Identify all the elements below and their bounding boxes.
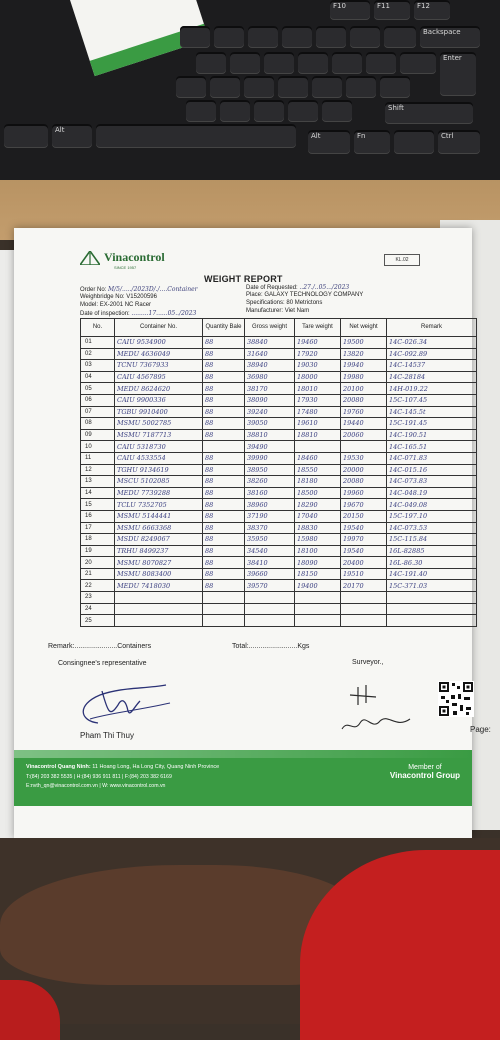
cell-tare: 18150 — [295, 568, 341, 580]
key — [282, 26, 312, 48]
cell-gross: 37190 — [245, 510, 295, 522]
cell-gross: 36980 — [245, 371, 295, 383]
cell-container: MSMU 8070827 — [115, 557, 203, 569]
column-header: Remark — [387, 319, 477, 337]
key-alt-left: Alt — [52, 124, 92, 148]
cell-qty: 88 — [203, 510, 245, 522]
cell-gross: 34540 — [245, 545, 295, 557]
cell-net: 19440 — [341, 418, 387, 430]
consignee-signature — [70, 683, 180, 728]
cell-gross: 31640 — [245, 348, 295, 360]
cell-tare: 18290 — [295, 499, 341, 511]
table-row — [81, 348, 477, 360]
cell-remark: 14C-073.83 — [387, 476, 477, 488]
cell-no: 13 — [81, 476, 115, 488]
cell-remark: 15C-191.45 — [387, 418, 477, 430]
cell-net: 19500 — [341, 337, 387, 349]
cell-container: MEDU 7418030 — [115, 580, 203, 592]
cell-remark: 14C-14537 — [387, 360, 477, 372]
table-header-row — [81, 319, 477, 337]
cell-tare: 18830 — [295, 522, 341, 534]
cell-remark: 14C-015.16 — [387, 464, 477, 476]
table-row — [81, 383, 477, 395]
column-header: Net weight — [341, 319, 387, 337]
cell-qty — [203, 592, 245, 604]
cell-net: 20080 — [341, 476, 387, 488]
key — [332, 52, 362, 74]
table-row — [81, 534, 477, 546]
cell-qty: 88 — [203, 580, 245, 592]
brand-logo — [80, 250, 165, 265]
table-row — [81, 337, 477, 349]
order-no: Order No: M/5/...../2023D/./....Container — [80, 286, 198, 293]
cell-container: CAIU 9534900 — [115, 337, 203, 349]
table-row — [81, 545, 477, 557]
key — [322, 100, 352, 122]
consignee-label: Consingnee's representative — [58, 660, 147, 667]
cell-remark: 14C-092.89 — [387, 348, 477, 360]
key — [400, 52, 436, 74]
cell-qty: 88 — [203, 348, 245, 360]
cell-container: MSMU 6663368 — [115, 522, 203, 534]
cell-qty — [203, 603, 245, 615]
table-row — [81, 394, 477, 406]
key-menu — [394, 130, 434, 154]
cell-no: 10 — [81, 441, 115, 453]
cell-tare: 17930 — [295, 394, 341, 406]
key — [288, 100, 318, 122]
cell-gross: 38260 — [245, 476, 295, 488]
cell-remark — [387, 592, 477, 604]
cell-no: 20 — [81, 557, 115, 569]
cell-no: 22 — [81, 580, 115, 592]
cell-no: 19 — [81, 545, 115, 557]
total-kgs: Total:.........................Kgs — [232, 643, 310, 650]
cell-container: MEDU 7739288 — [115, 487, 203, 499]
cell-tare: 17920 — [295, 348, 341, 360]
cell-qty: 88 — [203, 429, 245, 441]
cell-qty: 88 — [203, 534, 245, 546]
footer-company: Vinacontrol Quang Ninh: 11 Hoang Long, Ha Long City, Quang Ninh Province — [26, 764, 220, 770]
cell-tare: 19460 — [295, 337, 341, 349]
cell-container: MEDU 8624620 — [115, 383, 203, 395]
cell-net: 19670 — [341, 499, 387, 511]
cell-gross: 38960 — [245, 499, 295, 511]
remark-containers: Remark:......................Containers — [48, 643, 152, 650]
manufacturer: Manufacturer: Viet Nam — [246, 308, 310, 314]
cell-no: 14 — [81, 487, 115, 499]
key — [278, 76, 308, 98]
cell-gross: 38840 — [245, 337, 295, 349]
column-header: No. — [81, 319, 115, 337]
key — [180, 26, 210, 48]
cell-net: 19530 — [341, 452, 387, 464]
column-header: Tare weight — [295, 319, 341, 337]
vinacontrol-logo-icon — [80, 251, 100, 265]
cell-container: CAIU 4567895 — [115, 371, 203, 383]
cell-no: 07 — [81, 406, 115, 418]
place: Place: GALAXY TECHNOLOGY COMPANY — [246, 292, 364, 298]
cell-tare: 17480 — [295, 406, 341, 418]
cell-no: 09 — [81, 429, 115, 441]
key-backspace: Backspace — [420, 26, 480, 48]
cell-net: 19940 — [341, 360, 387, 372]
cell-qty: 88 — [203, 499, 245, 511]
cell-qty: 88 — [203, 464, 245, 476]
table-row — [81, 476, 477, 488]
footer-phones: T:(84) 203 382 5535 | H:(84) 936 911 811 | F:(84) 203 382 6169 — [26, 774, 172, 780]
cell-container — [115, 592, 203, 604]
key — [312, 76, 342, 98]
cell-qty: 88 — [203, 406, 245, 418]
cell-no: 11 — [81, 452, 115, 464]
key — [384, 26, 416, 48]
cell-net: 13820 — [341, 348, 387, 360]
cell-remark: 14C-190.51 — [387, 429, 477, 441]
footer-member: Member of Vinacontrol Group — [389, 764, 460, 780]
cell-qty: 88 — [203, 418, 245, 430]
surveyor-label: Surveyor., — [352, 659, 384, 666]
cell-qty — [203, 441, 245, 453]
table-row — [81, 441, 477, 453]
key-alt-right: Alt — [308, 130, 350, 154]
cell-tare: 18810 — [295, 429, 341, 441]
key — [380, 76, 410, 98]
cell-remark: 14C-191.40 — [387, 568, 477, 580]
cell-gross: 38410 — [245, 557, 295, 569]
brand-tagline: SINCE 1957 — [114, 265, 137, 270]
cell-gross — [245, 603, 295, 615]
cell-container: MSCU 5102085 — [115, 476, 203, 488]
cell-tare: 17040 — [295, 510, 341, 522]
cell-gross: 38950 — [245, 464, 295, 476]
surveyor-signature — [336, 683, 416, 738]
cell-remark: 14C-28184 — [387, 371, 477, 383]
table-row — [81, 568, 477, 580]
key-f12: F12 — [414, 0, 450, 20]
table-row — [81, 487, 477, 499]
cell-remark: 14C-048.19 — [387, 487, 477, 499]
cell-net — [341, 615, 387, 627]
cell-container — [115, 603, 203, 615]
cell-net: 20400 — [341, 557, 387, 569]
cell-no: 18 — [81, 534, 115, 546]
cell-tare — [295, 603, 341, 615]
cell-container: CAIU 4533554 — [115, 452, 203, 464]
cell-net — [341, 592, 387, 604]
cell-gross: 38810 — [245, 429, 295, 441]
key — [176, 76, 206, 98]
table-row — [81, 557, 477, 569]
key-f11: F11 — [374, 0, 410, 20]
cell-remark: 14C-145.5t — [387, 406, 477, 418]
cell-remark: 14C-026.34 — [387, 337, 477, 349]
cell-gross: 39570 — [245, 580, 295, 592]
cell-no: 24 — [81, 603, 115, 615]
cell-gross: 38090 — [245, 394, 295, 406]
cell-container: MSMU 5002785 — [115, 418, 203, 430]
cell-qty: 88 — [203, 487, 245, 499]
cell-qty: 88 — [203, 394, 245, 406]
cell-no: 02 — [81, 348, 115, 360]
cell-tare: 19030 — [295, 360, 341, 372]
cell-container: TGHU 9134619 — [115, 464, 203, 476]
qr-code-icon — [438, 681, 474, 717]
key — [366, 52, 396, 74]
form-code: KL.02 — [384, 254, 420, 266]
key — [214, 26, 244, 48]
cell-container: MEDU 4636049 — [115, 348, 203, 360]
cell-container: TCLU 7352705 — [115, 499, 203, 511]
key — [248, 26, 278, 48]
footer-web: E:nvth_qn@vinacontrol.com.vn | W: www.vinacontrol.com.vn — [26, 783, 166, 789]
cell-remark: 14H-019.22 — [387, 383, 477, 395]
footer-stripe — [14, 750, 472, 758]
cell-tare: 18090 — [295, 557, 341, 569]
table-row — [81, 429, 477, 441]
cell-gross — [245, 615, 295, 627]
cell-remark — [387, 615, 477, 627]
weighbridge-no: Weighbridge No: V15200596 — [80, 294, 157, 300]
cell-container — [115, 615, 203, 627]
cell-net — [341, 441, 387, 453]
cell-gross: 38940 — [245, 360, 295, 372]
cell-container: TRHU 8499237 — [115, 545, 203, 557]
cell-qty: 88 — [203, 383, 245, 395]
cell-container: MSMU 5144441 — [115, 510, 203, 522]
cell-gross: 39660 — [245, 568, 295, 580]
report-title: WEIGHT REPORT — [204, 274, 283, 284]
cell-qty: 88 — [203, 337, 245, 349]
key — [346, 76, 376, 98]
cell-remark: 15C-371.03 — [387, 580, 477, 592]
cell-net: 20100 — [341, 383, 387, 395]
cell-remark: 14C-165.51 — [387, 441, 477, 453]
cell-gross: 38370 — [245, 522, 295, 534]
cell-net: 20150 — [341, 510, 387, 522]
cell-no: 08 — [81, 418, 115, 430]
key-fn: Fn — [354, 130, 390, 154]
key-ctrl: Ctrl — [438, 130, 480, 154]
cell-qty: 88 — [203, 371, 245, 383]
cell-remark: 16L-86.30 — [387, 557, 477, 569]
cell-tare: 18000 — [295, 371, 341, 383]
cell-gross — [245, 592, 295, 604]
cell-tare: 19610 — [295, 418, 341, 430]
key-enter: Enter — [440, 52, 476, 96]
cell-container: MSMU 8083400 — [115, 568, 203, 580]
cell-remark: 15C-115.84 — [387, 534, 477, 546]
cell-container: CAIU 5318730 — [115, 441, 203, 453]
table-row — [81, 406, 477, 418]
table-row — [81, 464, 477, 476]
model: Model: EX-2001 NC Racer — [80, 302, 152, 308]
cell-container: MSDU 8249067 — [115, 534, 203, 546]
key — [254, 100, 284, 122]
cell-no: 06 — [81, 394, 115, 406]
cell-tare: 18460 — [295, 452, 341, 464]
column-header: Gross weight — [245, 319, 295, 337]
cell-tare: 18010 — [295, 383, 341, 395]
cell-net: 19980 — [341, 371, 387, 383]
cell-tare: 18180 — [295, 476, 341, 488]
table-row — [81, 580, 477, 592]
cell-tare: 18100 — [295, 545, 341, 557]
cell-container: TGBU 9910400 — [115, 406, 203, 418]
cell-tare — [295, 592, 341, 604]
key-space — [96, 124, 296, 148]
cell-net: 20170 — [341, 580, 387, 592]
cell-qty: 88 — [203, 360, 245, 372]
weight-table — [80, 318, 477, 627]
cell-tare: 18550 — [295, 464, 341, 476]
table-row — [81, 592, 477, 604]
cell-remark: 14C-073.53 — [387, 522, 477, 534]
cell-net: 19540 — [341, 545, 387, 557]
signer-name: Pham Thi Thuy — [80, 731, 134, 740]
cell-qty: 88 — [203, 522, 245, 534]
key — [196, 52, 226, 74]
column-header: Container No. — [115, 319, 203, 337]
table-row — [81, 603, 477, 615]
specifications: Specifications: 80 Metrictons — [246, 300, 323, 306]
cell-net: 20060 — [341, 429, 387, 441]
cell-container: MSMU 7187713 — [115, 429, 203, 441]
cell-remark: 14C-071.83 — [387, 452, 477, 464]
weight-report-document — [14, 228, 491, 838]
cell-qty: 88 — [203, 557, 245, 569]
cell-gross: 39240 — [245, 406, 295, 418]
page-label: Page: — [470, 725, 491, 734]
cell-qty: 88 — [203, 545, 245, 557]
key-f10: F10 — [330, 0, 370, 20]
cell-net: 19960 — [341, 487, 387, 499]
brand-name: Vinacontrol — [104, 250, 165, 264]
cell-qty: 88 — [203, 452, 245, 464]
key — [298, 52, 328, 74]
cell-remark: 15C-197.10 — [387, 510, 477, 522]
table-row — [81, 360, 477, 372]
cell-net: 19760 — [341, 406, 387, 418]
cell-no: 25 — [81, 615, 115, 627]
cell-gross: 39990 — [245, 452, 295, 464]
cell-container: TCNU 7367933 — [115, 360, 203, 372]
key — [220, 100, 250, 122]
cell-remark: 15C-107.45 — [387, 394, 477, 406]
cell-tare — [295, 615, 341, 627]
key — [316, 26, 346, 48]
table-row — [81, 452, 477, 464]
date-requested: Date of Requested: ..27./..05.../2023 — [246, 284, 350, 291]
cell-net: 19970 — [341, 534, 387, 546]
cell-remark: 16L-82885 — [387, 545, 477, 557]
cell-no: 05 — [81, 383, 115, 395]
cell-no: 23 — [81, 592, 115, 604]
cell-container: CAIU 9900336 — [115, 394, 203, 406]
key — [244, 76, 274, 98]
cell-no: 16 — [81, 510, 115, 522]
cell-gross: 35950 — [245, 534, 295, 546]
key-windows — [4, 124, 48, 148]
cell-net: 20000 — [341, 464, 387, 476]
footer — [14, 758, 472, 806]
key — [210, 76, 240, 98]
table-row — [81, 499, 477, 511]
cell-no: 12 — [81, 464, 115, 476]
table-row — [81, 371, 477, 383]
cell-no: 04 — [81, 371, 115, 383]
key — [186, 100, 216, 122]
table-row — [81, 418, 477, 430]
cell-no: 21 — [81, 568, 115, 580]
key — [350, 26, 380, 48]
cell-qty: 88 — [203, 568, 245, 580]
cell-qty — [203, 615, 245, 627]
cell-remark — [387, 603, 477, 615]
cell-net — [341, 603, 387, 615]
key-shift: Shift — [385, 102, 473, 124]
cell-gross: 38160 — [245, 487, 295, 499]
cell-qty: 88 — [203, 476, 245, 488]
cell-tare: 19400 — [295, 580, 341, 592]
date-inspection: Date of inspection: .........17......05../2023 — [80, 310, 197, 317]
cell-no: 03 — [81, 360, 115, 372]
key — [230, 52, 260, 74]
cell-gross: 39490 — [245, 441, 295, 453]
table-row — [81, 615, 477, 627]
table-row — [81, 522, 477, 534]
cell-no: 17 — [81, 522, 115, 534]
cell-net: 19510 — [341, 568, 387, 580]
cell-tare: 15980 — [295, 534, 341, 546]
table-row — [81, 510, 477, 522]
cell-gross: 39050 — [245, 418, 295, 430]
cell-net: 20080 — [341, 394, 387, 406]
cell-no: 01 — [81, 337, 115, 349]
cell-gross: 38170 — [245, 383, 295, 395]
key — [264, 52, 294, 74]
cell-remark: 14C-049.08 — [387, 499, 477, 511]
cell-no: 15 — [81, 499, 115, 511]
cell-net: 19540 — [341, 522, 387, 534]
column-header: Quantity Bale — [203, 319, 245, 337]
keyboard — [0, 0, 500, 180]
cell-tare: 18500 — [295, 487, 341, 499]
cell-tare — [295, 441, 341, 453]
